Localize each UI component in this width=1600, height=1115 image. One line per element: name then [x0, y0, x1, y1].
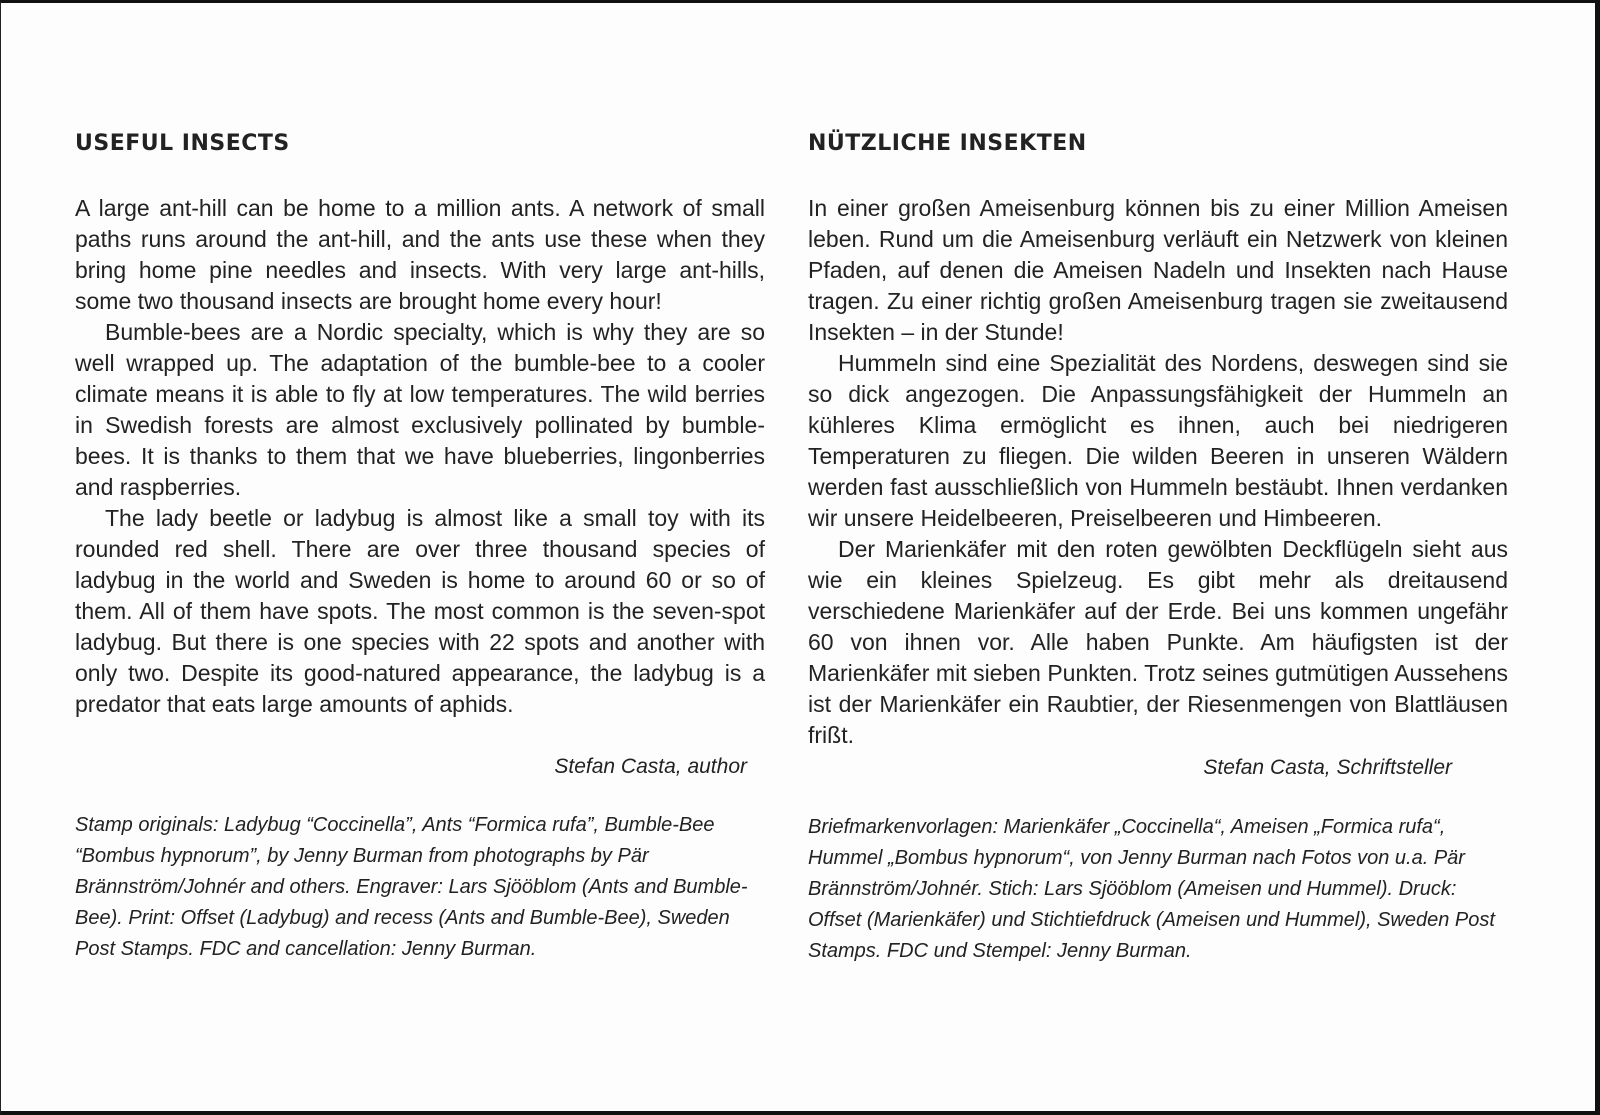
german-paragraph-ants: In einer großen Ameisenburg können bis zu einer Million Ameisen leben. Rund um die Ameisenburg verläuft ein Netzwerk von kleinen Pfaden, auf denen die Ameisen Nadeln und Insekten nach Hause tragen. Zu einer richtig großen Ameisenburg tragen sie zweitausend Insekten – in der Stunde!	[808, 195, 1508, 345]
english-paragraph-bumblebees: Bumble-bees are a Nordic specialty, which is why they are so well wrapped up. The adaptation of the bumble-bee to a cooler climate means it is able to fly at low temperatures. The wild berries in Swedish forests are almost exclusively pollinated by bumble-bees. It is thanks to them that we have blueberries, lingonberries and raspberries.	[75, 319, 765, 500]
english-column	[75, 129, 765, 965]
german-column	[808, 129, 1508, 967]
german-paragraph-ladybug: Der Marienkäfer mit den roten gewölbten Deckflügeln sieht aus wie ein kleines Spielzeug. Es gibt mehr als dreitausend verschiedene Marienkäfer auf der Erde. Bei uns kommen ungefähr 60 von ihnen vor. Alle haben Punkte. Am häufigsten ist der Marienkäfer mit sieben Punkten. Trotz seines gutmütigen Aussehens ist der Marienkäfer ein Raubtier, der Riesenmengen von Blattläusen frißt.	[808, 536, 1508, 748]
german-paragraph-bumblebees: Hummeln sind eine Spezialität des Nordens, deswegen sind sie so dick angezogen. Die Anpassungsfähigkeit der Hummeln an kühleres Klima ermöglicht es ihnen, auch bei niedrigeren Temperaturen zu fliegen. Die wilden Beeren in unseren Wäldern werden fast ausschließlich von Hummeln bestäubt. Ihnen verdanken wir unsere Heidelbeeren, Preiselbeeren und Himbeeren.	[808, 350, 1508, 531]
english-paragraph-ants: A large ant-hill can be home to a million ants. A network of small paths runs around the ant-hill, and the ants use these when they bring home pine needles and insects. With very large ant-hills, some two thousand insects are brought home every hour!	[75, 195, 765, 314]
english-credits: Stamp originals: Ladybug “Coccinella”, Ants “Formica rufa”, Bumble-Bee “Bombus hypnorum”, by Jenny Burman from photographs by Pär Brännström/Johnér and others. Engraver: Lars Sjööblom (Ants and Bumble-Bee). Print: Offset (Ladybug) and recess (Ants and Bumble-Bee), Sweden Post Stamps. FDC and cancellation: Jenny Burman.	[75, 814, 748, 960]
german-credits: Briefmarkenvorlagen: Marienkäfer „Coccinella“, Ameisen „Formica rufa“, Hummel „Bombus hypnorum“, von Jenny Burman nach Fotos von u.a. Pär Brännström/Johnér. Stich: Lars Sjööblom (Ameisen und Hummel). Druck: Offset (Marienkäfer) und Stichtiefdruck (Ameisen und Hummel), Sweden Post Stamps. FDC und Stempel: Jenny Burman.	[808, 816, 1495, 962]
english-heading: USEFUL INSECTS	[75, 131, 290, 156]
german-heading: NÜTZLICHE INSEKTEN	[808, 131, 1087, 156]
german-signature: Stefan Casta, Schriftsteller	[1203, 756, 1452, 779]
english-paragraph-ladybug: The lady beetle or ladybug is almost like a small toy with its rounded red shell. There are over three thousand species of ladybug in the world and Sweden is home to around 60 or so of them. All of them have spots. The most common is the seven-spot ladybug. But there is one species with 22 spots and another with only two. Despite its good-natured appearance, the ladybug is a predator that eats large amounts of aphids.	[75, 505, 765, 717]
english-signature: Stefan Casta, author	[554, 755, 747, 778]
